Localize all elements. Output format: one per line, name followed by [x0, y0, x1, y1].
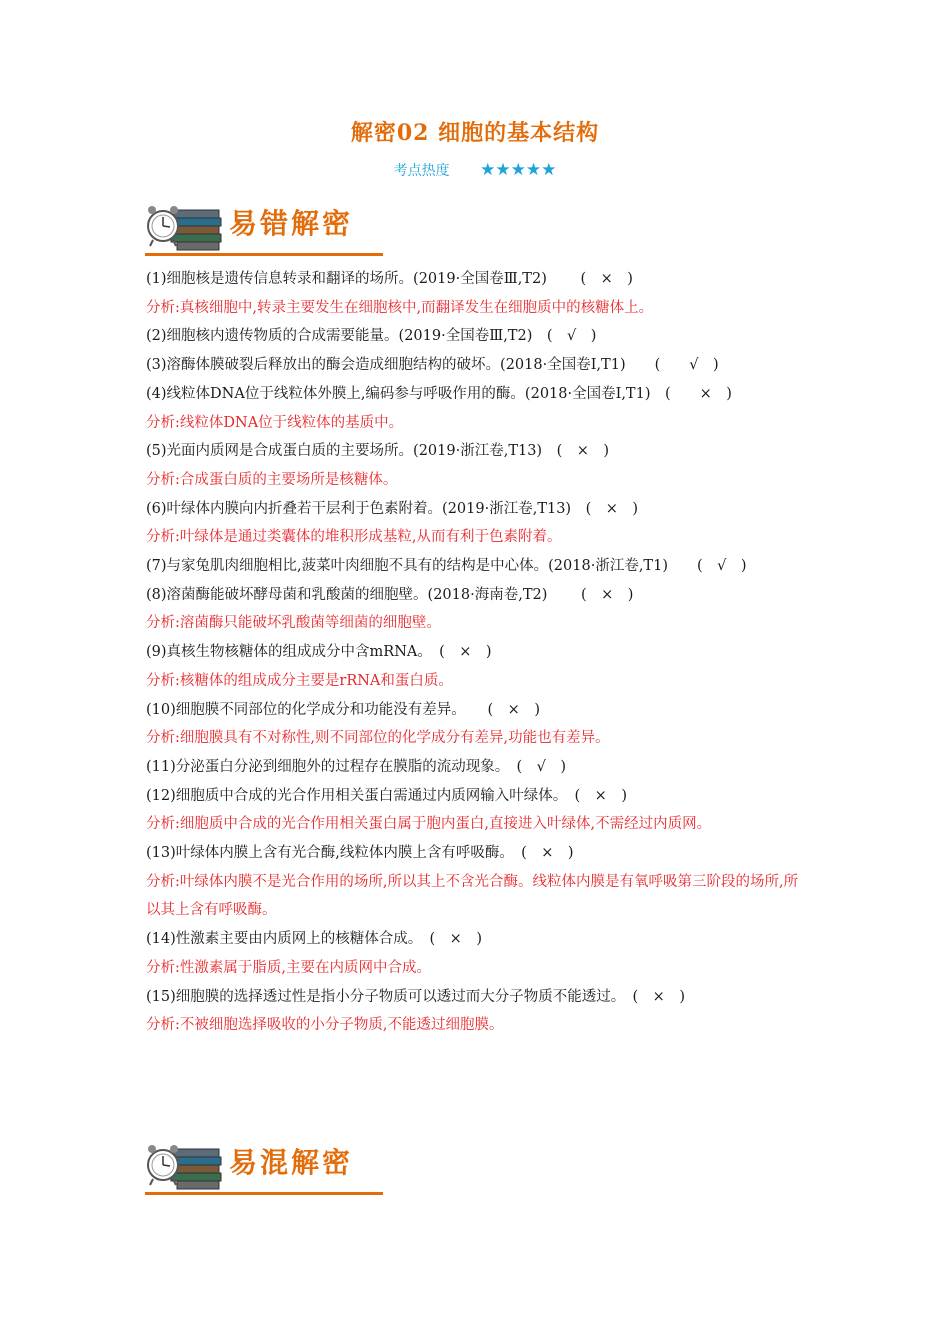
list-item: 分析:核糖体的组成成分主要是rRNA和蛋白质。 — [146, 672, 453, 689]
heat-stars: ★★★★★ — [480, 160, 557, 180]
section-banner-errors — [143, 196, 383, 256]
list-item: (8)溶菌酶能破坏酵母菌和乳酸菌的细胞壁。(2018·海南卷,T2) ( × ) — [146, 586, 634, 603]
list-item: 分析:性激素属于脂质,主要在内质网中合成。 — [146, 959, 431, 976]
list-item: 分析:细胞质中合成的光合作用相关蛋白属于胞内蛋白,直接进入叶绿体,不需经过内质网。 — [146, 816, 712, 833]
list-item: (9)真核生物核糖体的组成成分中含mRNA。 ( × ) — [146, 644, 492, 661]
list-item: (15)细胞膜的选择透过性是指小分子物质可以透过而大分子物质不能透过。 ( × ) — [146, 988, 685, 1005]
list-item: (11)分泌蛋白分泌到细胞外的过程存在膜脂的流动现象。 ( √ ) — [146, 758, 567, 775]
list-item: (3)溶酶体膜破裂后释放出的酶会造成细胞结构的破坏。(2018·全国卷Ⅰ,T1) ( √ ) — [146, 357, 719, 374]
list-item: (4)线粒体DNA位于线粒体外膜上,编码参与呼吸作用的酶。(2018·全国卷Ⅰ,T1) ( × ) — [146, 385, 732, 402]
list-item: 分析:真核细胞中,转录主要发生在细胞核中,而翻译发生在细胞质中的核糖体上。 — [146, 299, 654, 316]
list-item: (7)与家兔肌肉细胞相比,菠菜叶肉细胞不具有的结构是中心体。(2018·浙江卷,T1) ( √ ) — [146, 558, 747, 575]
section-divider — [145, 1192, 383, 1195]
list-item: 分析:线粒体DNA位于线粒体的基质中。 — [146, 414, 404, 431]
question-list — [146, 265, 811, 1040]
list-item: 分析:溶菌酶只能破坏乳酸菌等细菌的细胞壁。 — [146, 615, 441, 632]
section-title-confusions: 易混解密 — [229, 1146, 354, 1179]
list-item: (6)叶绿体内膜向内折叠若干层利于色素附着。(2019·浙江卷,T13) ( × ) — [146, 500, 639, 517]
list-item: 分析:不被细胞选择吸收的小分子物质,不能透过细胞膜。 — [146, 1017, 504, 1034]
list-item: 分析:细胞膜具有不对称性,则不同部位的化学成分有差异,功能也有差异。 — [146, 730, 610, 747]
list-item: 分析:叶绿体是通过类囊体的堆积形成基粒,从而有利于色素附着。 — [146, 529, 562, 546]
section-divider — [145, 253, 383, 256]
list-item: (14)性激素主要由内质网上的核糖体合成。 ( × ) — [146, 931, 482, 948]
clock-books-icon — [143, 196, 227, 254]
list-item: (5)光面内质网是合成蛋白质的主要场所。(2019·浙江卷,T13) ( × ) — [146, 443, 610, 460]
heat-row — [0, 160, 950, 180]
list-item: (13)叶绿体内膜上含有光合酶,线粒体内膜上含有呼吸酶。 ( × ) — [146, 845, 574, 862]
list-item: (12)细胞质中合成的光合作用相关蛋白需通过内质网输入叶绿体。 ( × ) — [146, 787, 627, 804]
list-item: (1)细胞核是遗传信息转录和翻译的场所。(2019·全国卷Ⅲ,T2) ( × ) — [146, 271, 633, 287]
list-item: (10)细胞膜不同部位的化学成分和功能没有差异。 ( × ) — [146, 701, 540, 718]
list-item: (2)细胞核内遗传物质的合成需要能量。(2019·全国卷Ⅲ,T2) ( √ ) — [146, 328, 597, 345]
clock-books-icon — [143, 1135, 227, 1193]
list-item: 分析:叶绿体内膜不是光合作用的场所,所以其上不含光合酶。线粒体内膜是有氧呼吸第三阶段的场所,所以其上含有呼吸酶。 — [146, 873, 799, 919]
heat-label: 考点热度 — [393, 163, 450, 179]
section-title-errors: 易错解密 — [229, 207, 354, 240]
page-title: 解密02 细胞的基本结构 — [350, 120, 600, 146]
list-item: 分析:合成蛋白质的主要场所是核糖体。 — [146, 471, 398, 488]
section-banner-confusions — [143, 1135, 383, 1195]
